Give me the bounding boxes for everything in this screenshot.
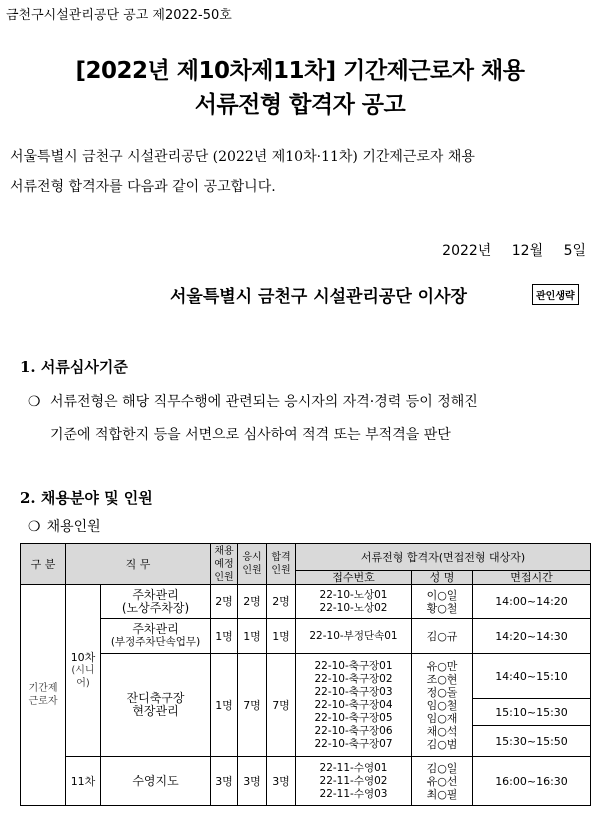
applicant-name: 유○선 [426, 774, 458, 788]
subheading-label: 채용인원 [46, 519, 101, 535]
intro-paragraph [10, 142, 595, 202]
subheading [28, 516, 101, 536]
applied-cell: 3명 [238, 757, 267, 806]
job-cell [101, 654, 211, 757]
time-cell: 14:00~14:20 [473, 585, 591, 619]
applicant-name: 최○필 [426, 787, 458, 801]
reg-no: 22-11-수영03 [319, 787, 388, 800]
header-passed: 합격 인원 [267, 544, 296, 585]
applicant-name: 임○철 [426, 698, 458, 712]
applicant-name: 채○석 [426, 724, 458, 738]
time-cell: 16:00~16:30 [473, 757, 591, 806]
job-sub: (노상주차장) [121, 600, 190, 615]
applicant-name: 유○만 [426, 659, 458, 673]
passed-cell: 3명 [267, 757, 296, 806]
category-cell: 기간제 근로자 [21, 585, 66, 806]
planned-cell: 1명 [211, 619, 238, 654]
section-1-title: 1. 서류심사기준 [20, 358, 128, 376]
passed-cell: 2명 [267, 585, 296, 619]
applicant-name: 김○일 [426, 761, 458, 775]
reg-no: 22-11-수영02 [319, 774, 388, 787]
bullet-icon: ❍ [28, 519, 41, 535]
reg-no: 22-10-축구장02 [314, 672, 393, 685]
criteria-line-1: 서류전형은 해당 직무수행에 관련되는 응시자의 자격·경력 등이 정해진 [50, 394, 478, 410]
intro-line-2: 서류전형 합격자를 다음과 같이 공고합니다. [10, 179, 276, 195]
round-note: (시니어) [71, 665, 95, 689]
header-applied: 응시 인원 [238, 544, 267, 585]
name-cell [412, 585, 473, 619]
reg-cell [296, 757, 412, 806]
reg-cell: 22-10-부정단속01 [296, 619, 412, 654]
header-reg-no: 접수번호 [296, 571, 412, 585]
bullet-icon: ❍ [28, 394, 41, 410]
notice-date: 2022년 12월 5일 [442, 243, 586, 259]
planned-cell: 3명 [211, 757, 238, 806]
passed-cell: 1명 [267, 619, 296, 654]
header-planned: 채용 예정 인원 [211, 544, 238, 585]
applied-cell: 7명 [238, 654, 267, 757]
header-interview-time: 면접시간 [473, 571, 591, 585]
job-name: 주차관리 [132, 587, 179, 602]
applicant-name: 조○현 [426, 672, 458, 686]
reg-no: 22-10-축구장03 [314, 685, 393, 698]
reg-no: 22-10-노상01 [319, 588, 388, 601]
page-title: [2022년 제10차제11차] 기간제근로자 채용 [75, 58, 525, 84]
round-label: 10차 [70, 651, 96, 664]
planned-cell: 1명 [211, 654, 238, 757]
hiring-table [20, 543, 591, 806]
time-cell: 15:30~15:50 [473, 726, 591, 757]
section-2-title: 2. 채용분야 및 인원 [20, 489, 153, 507]
notice-number: 금천구시설관리공단 공고 제2022-50호 [6, 8, 232, 23]
reg-no: 22-10-축구장04 [314, 698, 393, 711]
header-job: 직 무 [66, 544, 211, 585]
reg-no: 22-11-수영01 [319, 761, 388, 774]
job-cell: 수영지도 [101, 757, 211, 806]
table-row [21, 619, 591, 654]
applicant-name: 이○일 [426, 588, 458, 602]
job-cell [101, 619, 211, 654]
header-result-group: 서류전형 합격자(면접전형 대상자) [296, 544, 591, 571]
job-name: 잔디축구장 [126, 691, 185, 705]
passed-cell: 7명 [267, 654, 296, 757]
seal-omitted-stamp: 관인생략 [532, 284, 579, 305]
job-cell [101, 585, 211, 619]
applied-cell: 1명 [238, 619, 267, 654]
reg-no: 22-10-축구장06 [314, 724, 393, 737]
reg-no: 22-10-축구장05 [314, 711, 393, 724]
round-cell: 11차 [66, 757, 101, 806]
intro-line-1: 서울특별시 금천구 시설관리공단 (2022년 제10차·11차) 기간제근로자 채용 [10, 149, 475, 165]
time-cell: 14:20~14:30 [473, 619, 591, 654]
job-sub: (부정주차단속업무) [110, 636, 201, 648]
reg-cell [296, 585, 412, 619]
applicant-name: 김○범 [426, 737, 458, 751]
applicant-name: 임○재 [426, 711, 458, 725]
time-cell: 15:10~15:30 [473, 699, 591, 726]
round-cell [66, 585, 101, 757]
applied-cell: 2명 [238, 585, 267, 619]
issuer: 서울특별시 금천구 시설관리공단 이사장 [170, 287, 467, 307]
name-cell [412, 654, 473, 757]
reg-no: 22-10-축구장07 [314, 737, 393, 750]
reg-cell [296, 654, 412, 757]
applicant-name: 황○철 [426, 601, 458, 615]
name-cell: 김○규 [412, 619, 473, 654]
reg-no: 22-10-축구장01 [314, 659, 393, 672]
reg-no: 22-10-노상02 [319, 601, 388, 614]
criteria-text [28, 386, 596, 452]
header-division: 구 분 [21, 544, 66, 585]
header-name: 성 명 [412, 571, 473, 585]
time-cell: 14:40~15:10 [473, 654, 591, 699]
job-sub: 현장관리 [132, 704, 179, 718]
criteria-line-2: 기준에 적합한지 등을 서면으로 심사하여 적격 또는 부적격을 판단 [50, 427, 451, 443]
table-row [21, 585, 591, 619]
table-row [21, 757, 591, 806]
job-name: 주차관리 [132, 622, 179, 636]
planned-cell: 2명 [211, 585, 238, 619]
name-cell [412, 757, 473, 806]
table-row [21, 654, 591, 699]
page-subtitle: 서류전형 합격자 공고 [194, 92, 406, 118]
applicant-name: 정○돌 [426, 685, 458, 699]
